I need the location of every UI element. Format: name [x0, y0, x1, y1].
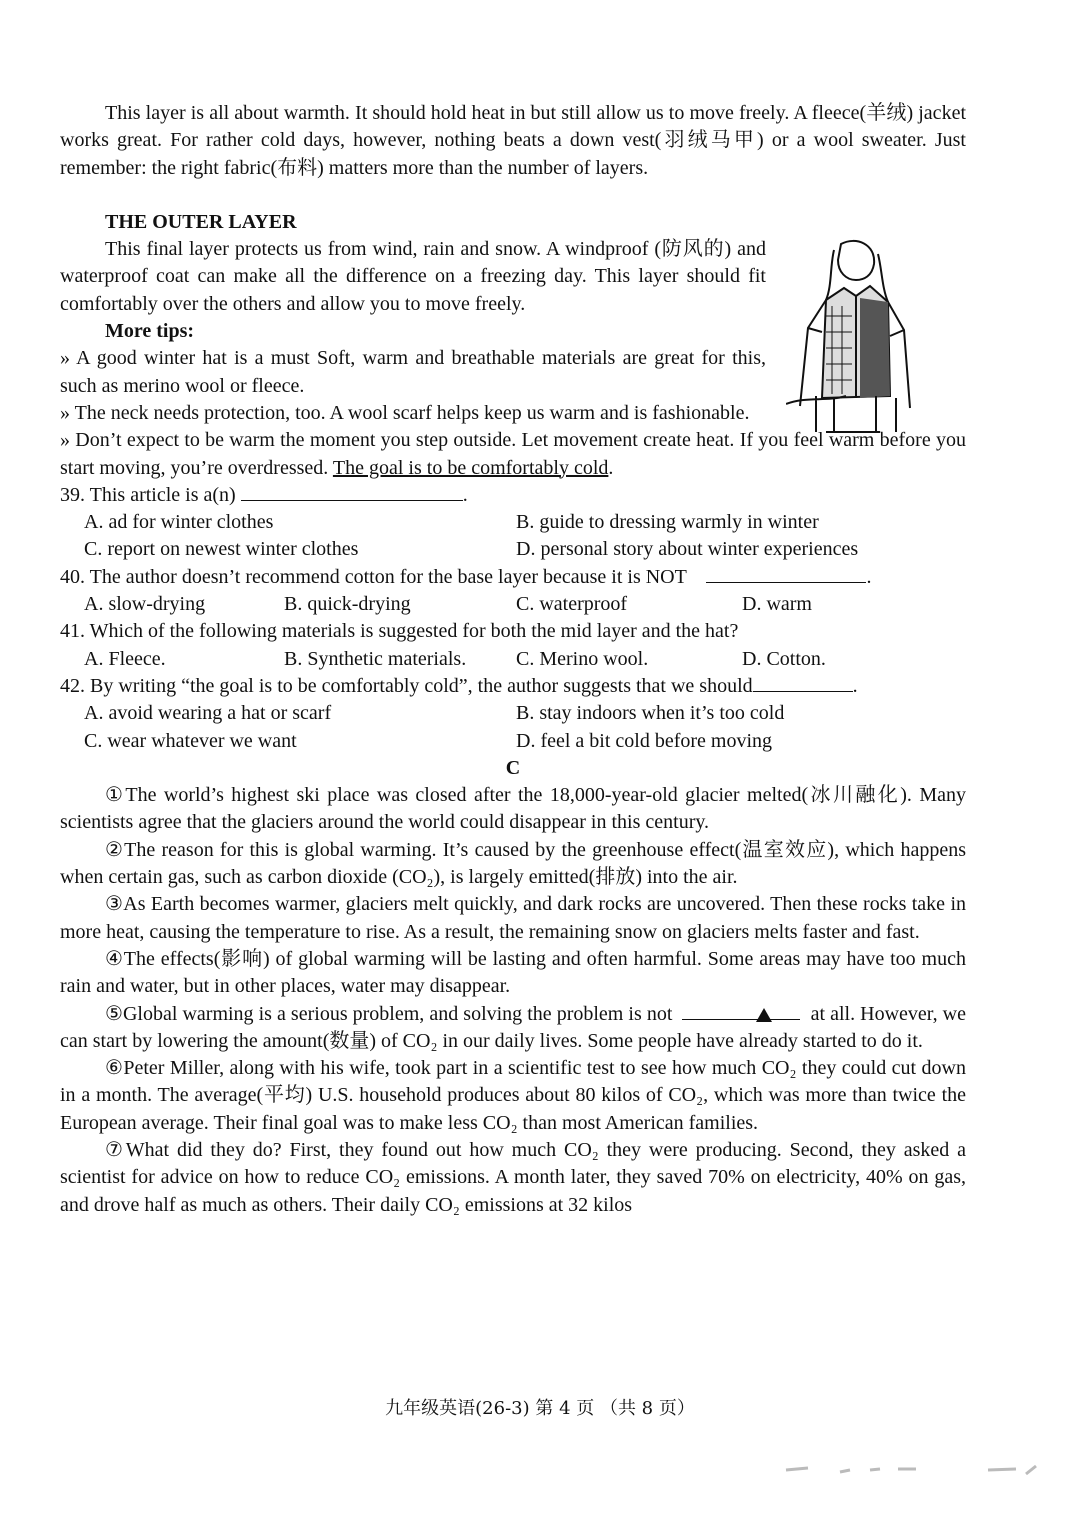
answer-blank[interactable] [682, 1001, 800, 1020]
outer-layer-heading: THE OUTER LAYER [105, 210, 297, 233]
question-stem: 39. This article is a(n) [60, 483, 236, 506]
option-d[interactable]: D. feel a bit cold before moving [516, 729, 773, 752]
tip-item-last: » Don’t expect to be warm the moment you step outside. Let movement create heat. If you feel warm before you start moving, you’re overdressed. The goal is to be comfortably cold. [60, 429, 966, 479]
question-40: 40. The author doesn’t recommend cotton for the base layer because it is NOT . A. slow-drying B. quick-drying C. waterproof D. warm [60, 564, 966, 619]
question-39: 39. This article is a(n) . A. ad for winter clothes B. guide to dressing warmly in winter C. report on newest winter clothes D. personal story about winter experiences [60, 482, 966, 564]
option-d[interactable]: D. personal story about winter experiences [516, 538, 859, 561]
question-stem: 41. Which of the following materials is suggested for both the mid layer and the hat? [60, 620, 739, 643]
passage-paragraph: ⑥Peter Miller, along with his wife, took part in a scientific test to see how much CO₂ they could cut down in a month. The average(平均) U.S. household produces about 80 kilos of CO₂, which was more than twice the European average. Their final goal was to make less CO₂ than most American families. [60, 1057, 966, 1134]
question-42: 42. By writing “the goal is to be comfortably cold”, the author suggests that we should . A. avoid wearing a hat or scarf B. stay indoors when it’s too cold C. wear whatever we want D. feel a bit cold before moving [60, 673, 966, 755]
passage-paragraph: ①The world’s highest ski place was closed after the 18,000-year-old glacier melted(冰川融化). Many scientists agree that the glaciers around the world could disappear in this century. [60, 784, 966, 834]
outer-layer-section [60, 209, 766, 427]
winter-coat-figure-illustration [786, 236, 916, 436]
mid-layer-paragraph: This layer is all about warmth. It should hold heat in but still allow us to move freely. A fleece(羊绒) jacket works great. For rather cold days, however, nothing beats a down vest(羽绒马甲) or a wool sweater. Just remember: the right fabric(布料) matters more than the number of layers. [60, 102, 966, 179]
option-c[interactable]: C. report on newest winter clothes [84, 538, 359, 561]
option-c[interactable]: C. Merino wool. [516, 647, 649, 670]
tip-item: » A good winter hat is a must Soft, warm and breathable materials are great for this, such as merino wool or fleece. [60, 347, 766, 397]
watermark-logo [780, 1460, 1060, 1480]
page-footer: 九年级英语(26-3) 第 4 页 （共 8 页） [385, 1398, 695, 1419]
option-b[interactable]: B. guide to dressing warmly in winter [516, 511, 819, 534]
answer-blank[interactable] [241, 482, 463, 501]
question-stem: 40. The author doesn’t recommend cotton for the base layer because it is NOT [60, 565, 687, 588]
tips-heading: More tips: [105, 320, 195, 343]
option-c[interactable]: C. waterproof [516, 593, 628, 616]
passage-paragraph-5: ⑤Global warming is a serious problem, and solving the problem is not at all. However, we can start by lowering the amount(数量) of CO₂ in our daily lives. Some people have already started to do it. [60, 1002, 966, 1052]
question-41 [60, 618, 966, 673]
answer-blank[interactable] [753, 673, 853, 692]
option-a[interactable]: A. slow-drying [84, 593, 206, 616]
option-c[interactable]: C. wear whatever we want [84, 729, 297, 752]
passage-paragraph: ②The reason for this is global warming. It’s caused by the greenhouse effect(温室效应), which happens when certain gas, such as carbon dioxide (CO₂), is largely emitted(排放) into the air. [60, 838, 966, 889]
option-b[interactable]: B. Synthetic materials. [284, 647, 467, 670]
passage-paragraph: ④The effects(影响) of global warming will be lasting and often harmful. Some areas may have too much rain and water, but in other places, water may disappear. [60, 947, 966, 998]
triangle-blank-marker-icon [756, 1008, 772, 1022]
section-c-label: C [505, 756, 521, 779]
passage-paragraph: ③As Earth becomes warmer, glaciers melt quickly, and dark rocks are uncovered. Then these rocks take in more heat, causing the temperature to rise. As a result, the remaining snow on glaciers melts faster and fast. [60, 893, 966, 943]
option-a[interactable]: A. ad for winter clothes [84, 511, 274, 534]
answer-blank[interactable] [706, 564, 866, 583]
option-a[interactable]: A. avoid wearing a hat or scarf [84, 702, 332, 725]
option-d[interactable]: D. Cotton. [742, 647, 826, 670]
question-stem: 42. By writing “the goal is to be comfortably cold”, the author suggests that we should [60, 674, 753, 697]
option-b[interactable]: B. quick-drying [284, 593, 411, 616]
underlined-phrase: The goal is to be comfortably cold [332, 456, 609, 479]
tip-item: » The neck needs protection, too. A wool scarf helps keep us warm and is fashionable. [60, 401, 750, 424]
option-a[interactable]: A. Fleece. [84, 647, 166, 670]
exam-page [60, 100, 966, 1219]
passage-paragraph: ⑦What did they do? First, they found out how much CO₂ they were producing. Second, they asked a scientist for advice on how to reduce CO₂ emissions. A month later, they saved 70% on electricity, 40% on gas, and drove half as much as others. Their daily CO₂ emissions at 32 kilos [60, 1138, 966, 1216]
outer-layer-paragraph: This final layer protects us from wind, rain and snow. A windproof (防风的) and waterproof coat can make all the difference on a freezing day. This layer should fit comfortably over the others and allow you to move freely. [60, 238, 766, 315]
option-b[interactable]: B. stay indoors when it’s too cold [516, 702, 785, 725]
option-d[interactable]: D. warm [742, 593, 812, 616]
